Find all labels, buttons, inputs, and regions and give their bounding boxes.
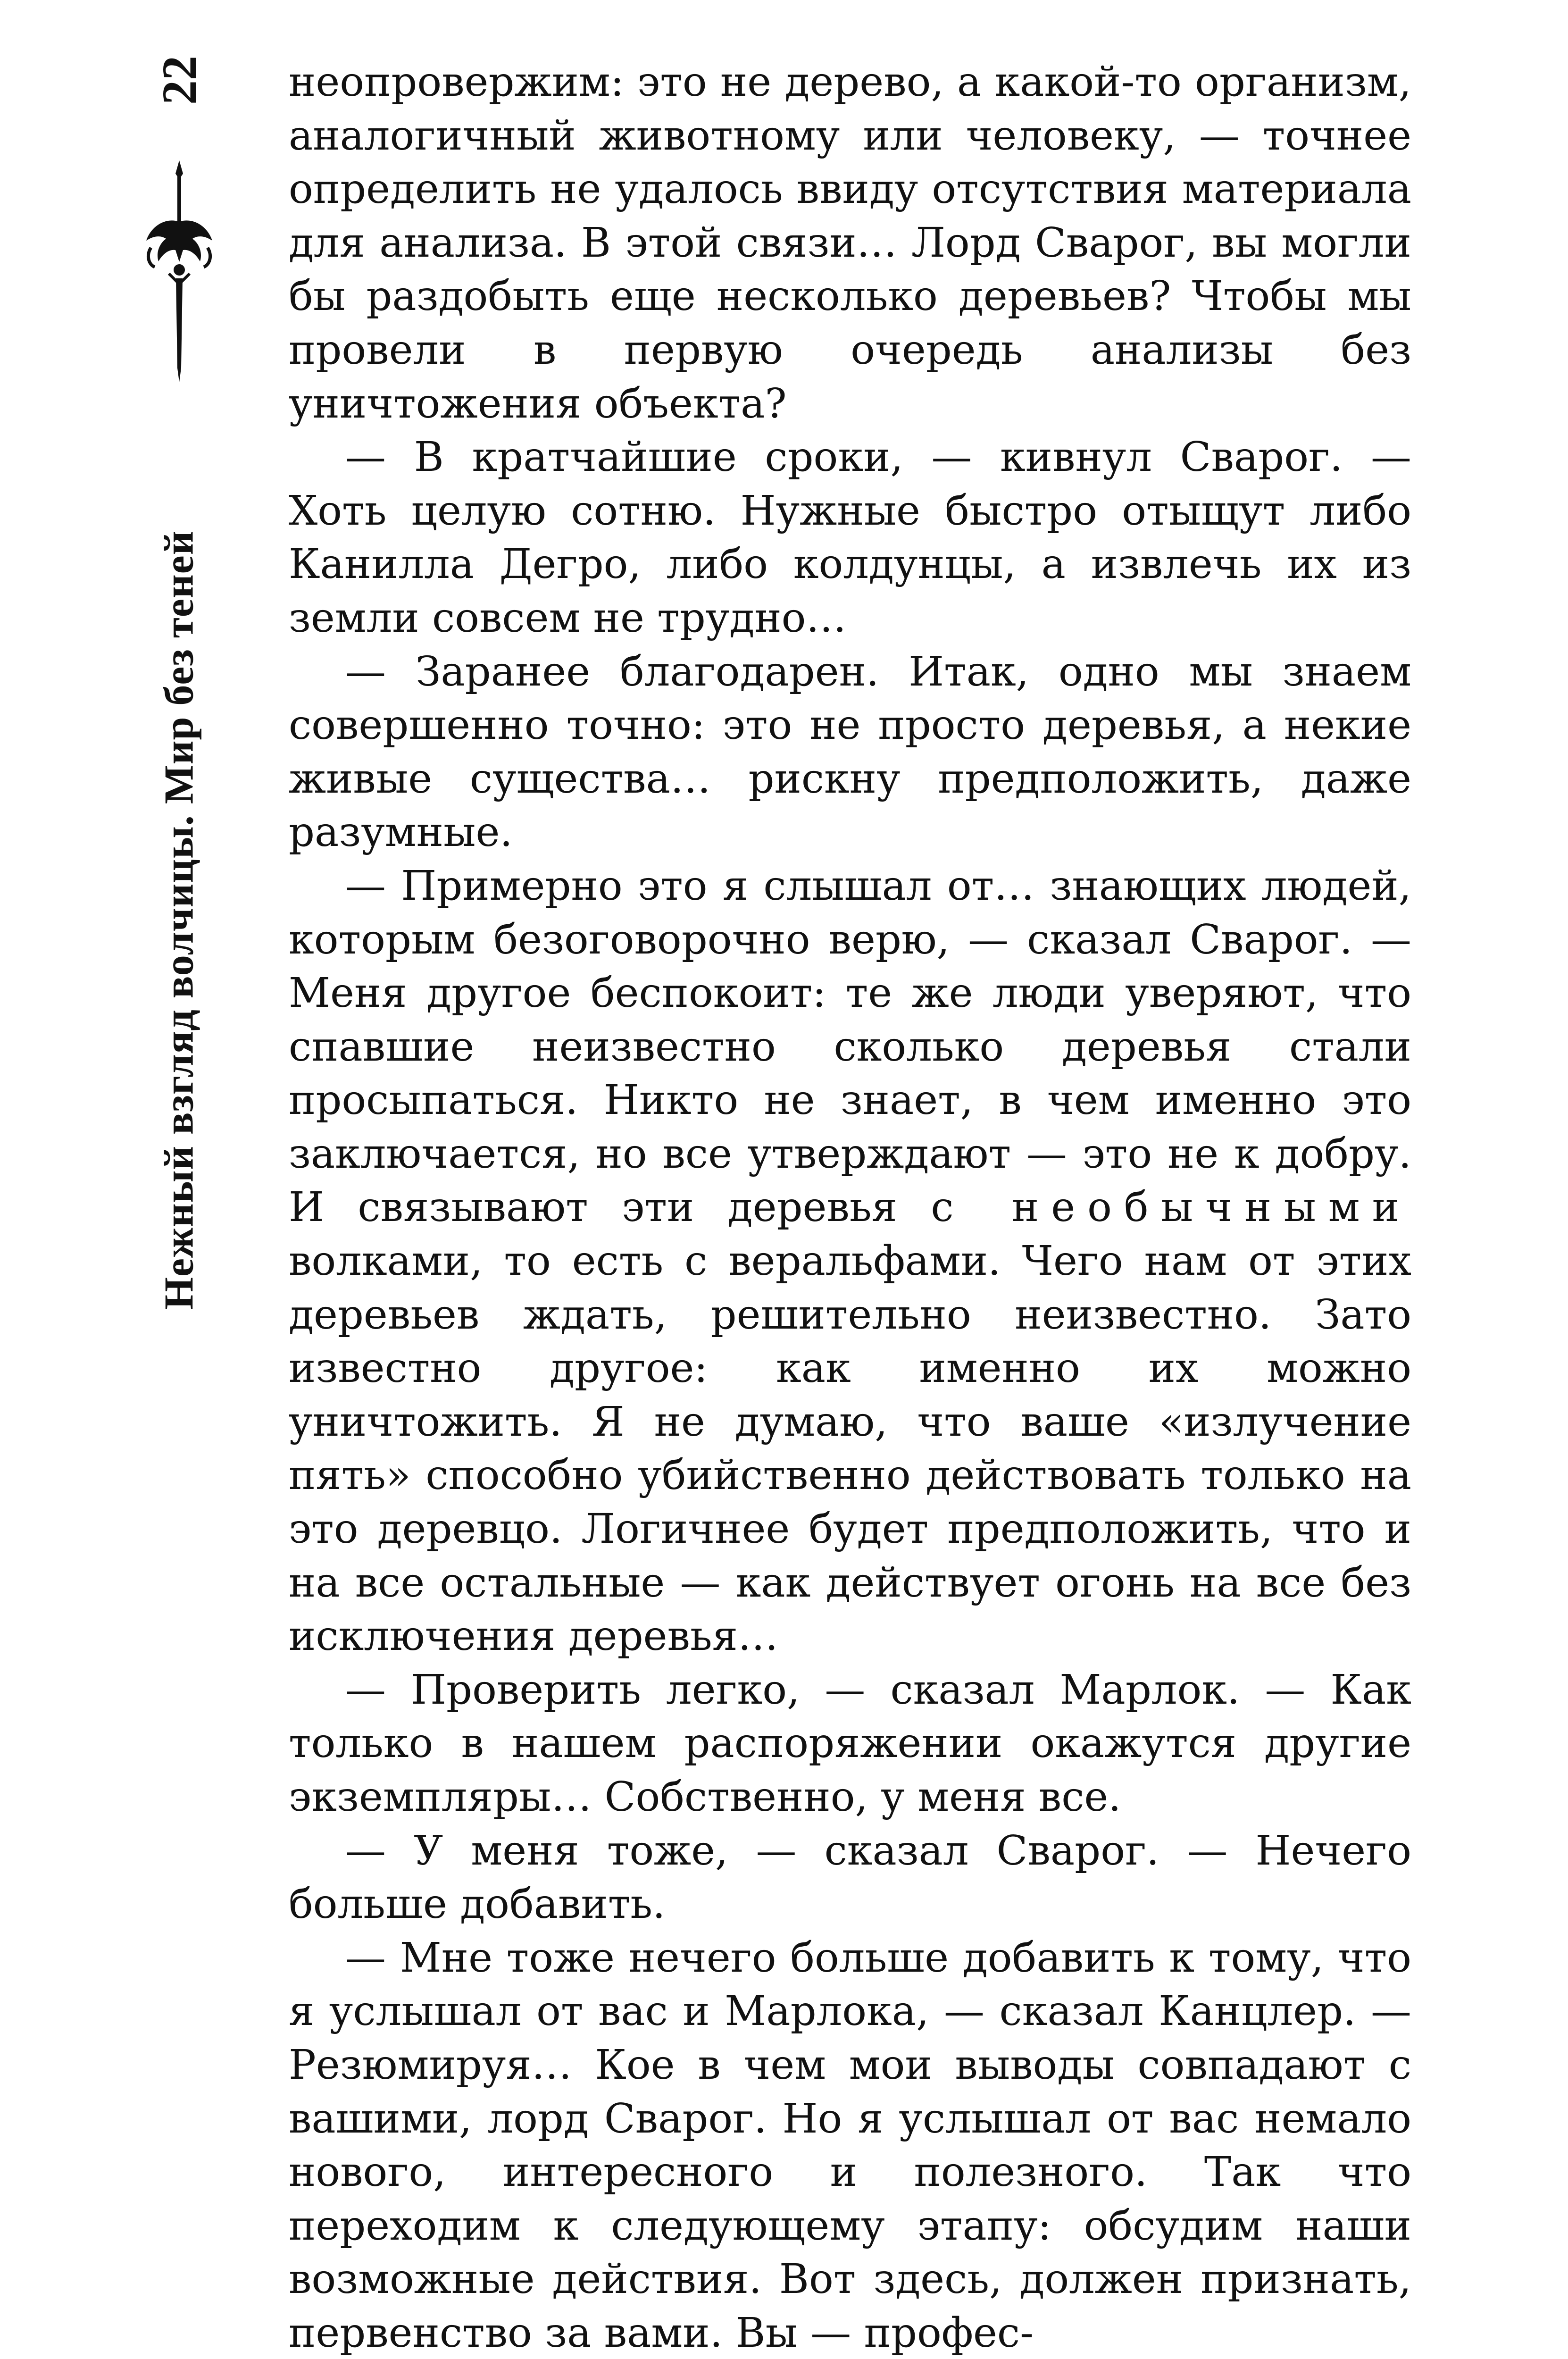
paragraph <box>289 860 1411 1664</box>
paragraph: — У меня тоже, — сказал Сварог. — Нечего больше добавить. <box>289 1827 1411 1928</box>
paragraph: — Заранее благодарен. Итак, одно мы знаем совершенно точно: это не просто деревья, а некие живые существа… рискну предположить, даже разумные. <box>289 648 1411 856</box>
running-title: Нежный взгляд волчицы. Мир без теней <box>156 530 202 1310</box>
sword-ornament-icon <box>132 160 226 382</box>
paragraph: — В кратчайшие сроки, — кивнул Сварог. — Хоть целую сотню. Нужные быстро отыщут либо Канилла Дегро, либо колдунцы, а извлечь их из земли совсем не трудно… <box>289 434 1411 642</box>
paragraph: неопровержим: это не дерево, а какой-то организм, аналогичный животному или человеку, — точнее определить не удалось ввиду отсутствия материала для анализа. В этой связи… Лорд Сварог, вы могли бы раздобыть еще несколько деревьев? Чтобы мы провели в первую очередь анализы без уничтожения объекта? <box>289 59 1411 427</box>
paragraph: — Мне тоже нечего больше добавить к тому, что я услышал от вас и Марлока, — сказал Канцлер. — Резюмируя… Кое в чем мои выводы совпадают с вашими, лорд Сварог. Но я услышал от вас немало нового, интересного и полезного. Так что переходим к следующему этапу: обсудим наши возможные действия. Вот здесь, должен признать, первенство за вами. Вы — профес- <box>289 1934 1411 2357</box>
body-text <box>289 56 1411 2359</box>
spaced-emphasis: с необычными <box>931 1184 1411 1231</box>
paragraph-text: волками, то есть с веральфами. Чего нам от этих деревьев ждать, решительно неизвестно. Зато известно другое: как именно их можно уничтожить. Я не думаю, что ваше «излучение пять» способно убийственно действовать только на это деревцо. Логичнее будет предположить, что и на все остальные — как действует огонь на все без исключения деревья… <box>289 1238 1411 1660</box>
paragraph: — Проверить легко, — сказал Марлок. — Как только в нашем распоряжении окажутся другие экземпляры… Собственно, у меня все. <box>289 1666 1411 1821</box>
running-title-area <box>132 425 226 1415</box>
page-number: 22 <box>152 56 207 105</box>
paragraph-text: — Примерно это я слышал от… знающих людей, которым безоговорочно верю, — сказал Сварог. — Меня другое беспокоит: те же люди уверяют, что спавшие неизвестно сколько деревья стали просыпаться. Никто не знает, в чем именно это заключается, но все утверждают — это не к добру. И связывают эти деревья <box>289 862 1411 1231</box>
running-header-sidebar <box>132 52 226 1373</box>
